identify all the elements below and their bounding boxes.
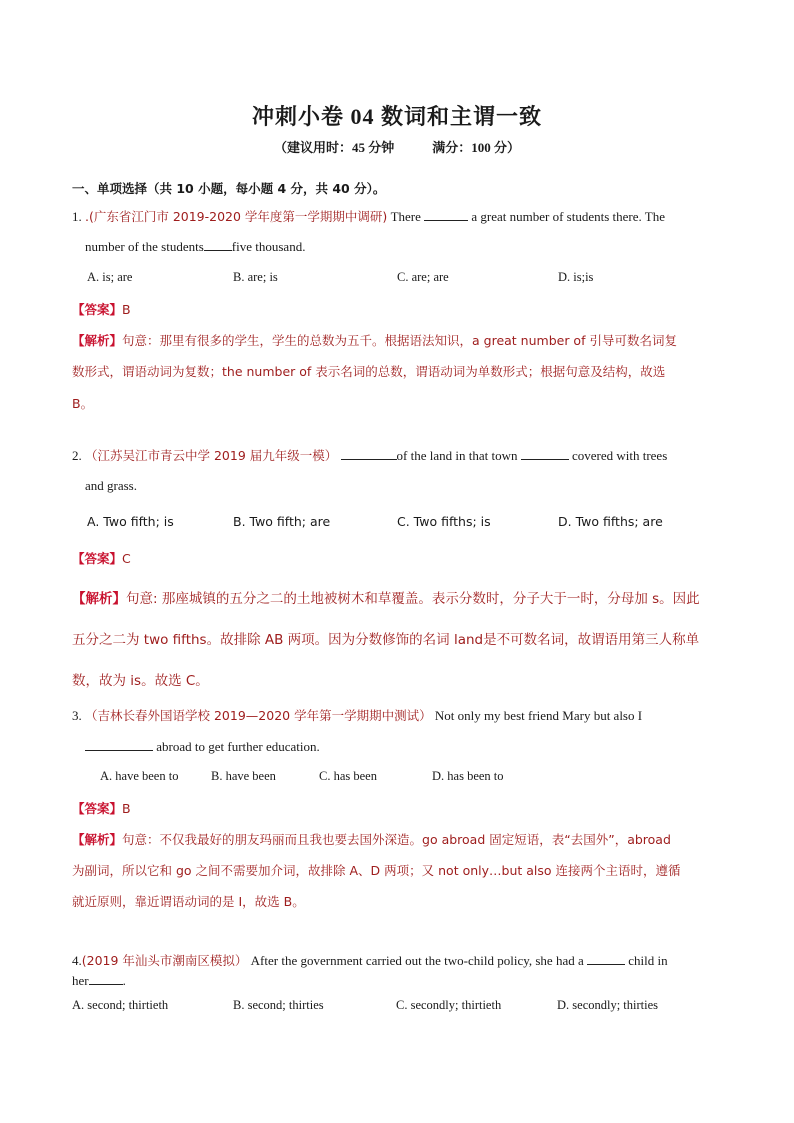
option-b: B. Two fifth; are [233,514,331,529]
question-number: 2. [72,448,82,463]
answer-line: 【答案】C [72,551,131,566]
answer-line: 【答案】B [72,302,131,317]
question-2-stem: 2. （江苏吴江市青云中学 2019 届九年级一模） of the land in that town covered with trees [72,448,668,463]
analysis-line: 【解析】句意：那里有很多的学生，学生的总数为五千。根据语法知识，a great number of 引导可数名词复 [72,333,677,348]
answer-blank [204,238,232,251]
question-2-stem-cont: and grass. [85,478,137,493]
answer-value: C [122,551,131,566]
option-c: C. Two fifths; is [397,514,491,529]
question-3-stem: 3. （吉林长春外国语学校 2019—2020 学年第一学期期中测试） Not only my best friend Mary but also I [72,708,643,723]
analysis-line: 五分之二为 two fifths。故排除 AB 两项。因为分数修饰的名词 land是不可数名词，故谓语用第三人称单 [72,632,700,648]
answer-blank [341,447,397,460]
analysis-line: 为副词，所以它和 go 之间不需要加介词，故排除 A、D 两项；又 not only…but also 连接两个主语时，遵循 [72,863,681,878]
analysis-line: B。 [72,396,94,411]
answer-value: B [122,302,131,317]
question-source: .(广东省江门市 2019-2020 学年度第一学期期中调研) [85,209,388,224]
option-a: A. Two fifth; is [87,514,174,529]
option-b: B. have been [211,769,276,783]
answer-value: B [122,801,131,816]
analysis-line: 数，故为 is。故选 C。 [72,673,209,689]
question-source: （吉林长春外国语学校 2019—2020 学年第一学期期中测试） [85,708,432,723]
full-score: 满分：100 分） [432,140,521,155]
answer-blank [89,972,123,985]
option-b: B. second; thirties [233,998,324,1012]
question-4-stem-cont: her . [72,973,126,988]
question-3-stem-cont: abroad to get further education. [85,738,320,755]
question-4-stem: 4.(2019 年汕头市潮南区模拟） After the government carried out the two-child policy, she had a child in [72,953,668,968]
analysis-line: 【解析】句意: 那座城镇的五分之二的土地被树木和草覆盖。表示分数时，分子大于一时，分母加 s。因此 [72,591,700,607]
answer-line: 【答案】B [72,801,131,816]
option-d: D. Two fifths; are [558,514,663,529]
option-b: B. are; is [233,270,278,284]
question-source: （江苏吴江市青云中学 2019 届九年级一模） [85,448,338,463]
question-1-stem: 1. .(广东省江门市 2019-2020 学年度第一学期期中调研) There a great number of students there. The [72,209,665,224]
option-d: D. is;is [558,270,594,284]
question-1-stem-cont: number of the students five thousand. [85,239,306,254]
option-a: A. have been to [100,769,179,783]
answer-blank [521,447,569,460]
option-a: A. second; thirtieth [72,998,169,1012]
analysis-line: 【解析】句意：不仅我最好的朋友玛丽而且我也要去国外深造。go abroad 固定短语，表“去国外”，abroad [72,832,671,847]
question-source: (2019 年汕头市潮南区模拟） [81,953,248,968]
question-number: 1. [72,209,82,224]
option-a: A. is; are [87,270,133,284]
option-d: D. secondly; thirties [557,998,659,1012]
suggested-time: （建议用时：45 分钟 [273,140,395,155]
answer-blank [85,738,153,751]
analysis-line: 就近原则，靠近谓语动词的是 I，故选 B。 [72,894,305,909]
question-number: 4. [72,953,82,968]
option-c: C. secondly; thirtieth [396,998,502,1012]
answer-blank [424,208,468,221]
option-d: D. has been to [432,769,504,783]
answer-blank [587,952,625,965]
page-subtitle [0,137,794,156]
section-heading: 一、单项选择（共 10 小题，每小题 4 分，共 40 分）。 [72,181,386,196]
analysis-line: 数形式，谓语动词为复数；the number of 表示名词的总数，谓语动词为单数形式；根据句意及结构，故选 [72,364,666,379]
question-number: 3. [72,708,82,723]
option-c: C. are; are [397,270,449,284]
option-c: C. has been [319,769,377,783]
page-title: 冲刺小卷 04 数词和主谓一致 [251,104,542,129]
